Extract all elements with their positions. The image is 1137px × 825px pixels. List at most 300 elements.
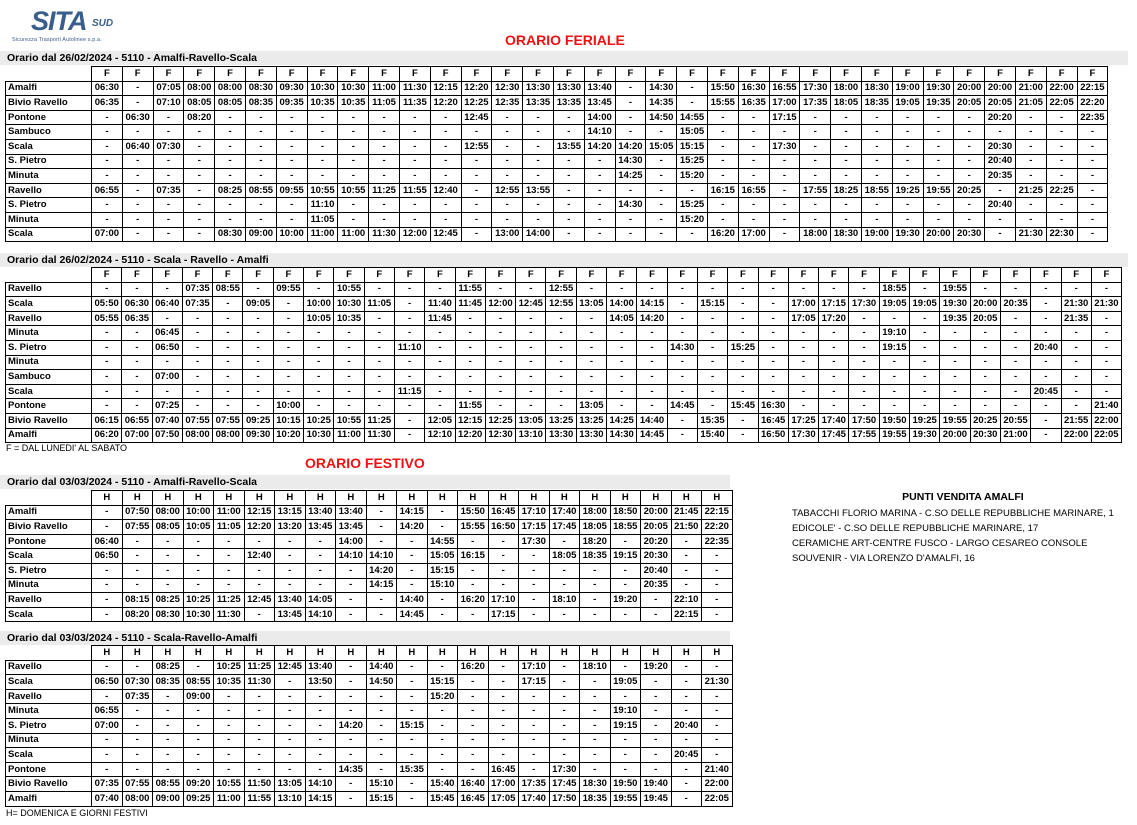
time-cell: 19:20 xyxy=(641,660,672,675)
time-cell: 15:25 xyxy=(677,198,708,213)
time-cell: - xyxy=(1000,370,1030,385)
time-cell: 17:30 xyxy=(519,534,550,549)
time-cell: 16:20 xyxy=(458,593,489,608)
time-cell: 17:00 xyxy=(769,96,800,111)
time-cell: - xyxy=(214,733,245,748)
time-cell: - xyxy=(677,96,708,111)
stop-name: Ravello xyxy=(6,660,92,675)
time-cell: - xyxy=(546,399,576,414)
time-cell: 16:40 xyxy=(458,777,489,792)
time-cell: - xyxy=(122,384,152,399)
time-cell: - xyxy=(214,704,245,719)
time-cell: - xyxy=(1091,340,1121,355)
time-cell: - xyxy=(553,169,584,184)
time-cell: - xyxy=(758,355,788,370)
time-cell: - xyxy=(492,139,523,154)
time-cell: - xyxy=(849,340,879,355)
time-cell: 14:15 xyxy=(366,578,397,593)
time-cell: - xyxy=(637,384,667,399)
time-cell: - xyxy=(427,660,458,675)
time-cell: - xyxy=(1077,125,1108,140)
time-cell: - xyxy=(970,282,1000,297)
time-cell: - xyxy=(580,689,611,704)
time-cell: - xyxy=(122,96,153,111)
time-cell: - xyxy=(800,154,831,169)
time-cell: - xyxy=(430,125,461,140)
day-code-cell: F xyxy=(523,67,554,82)
punti-vendita-item: CERAMICHE ART-CENTRE FUSCO - LARGO CESAREO CONSOLE xyxy=(792,538,1088,549)
time-cell: 10:35 xyxy=(214,675,245,690)
day-code-cell: F xyxy=(607,268,637,283)
time-cell: - xyxy=(213,340,243,355)
time-cell: - xyxy=(702,549,733,564)
time-cell: - xyxy=(1061,340,1091,355)
time-cell: 21:50 xyxy=(671,520,702,535)
day-code-cell: H xyxy=(427,646,458,661)
table-row xyxy=(6,282,1122,297)
table-row xyxy=(6,505,733,520)
time-cell: 19:10 xyxy=(610,704,641,719)
time-cell: - xyxy=(215,154,246,169)
time-cell: - xyxy=(637,370,667,385)
time-cell: 22:05 xyxy=(702,791,733,806)
time-cell: - xyxy=(523,154,554,169)
time-cell: - xyxy=(122,212,153,227)
time-cell: - xyxy=(738,125,769,140)
time-cell: - xyxy=(516,282,546,297)
time-cell: - xyxy=(615,125,646,140)
time-cell: - xyxy=(879,370,909,385)
time-cell: - xyxy=(1091,326,1121,341)
time-cell: - xyxy=(427,607,458,622)
time-cell: - xyxy=(615,96,646,111)
time-cell: 14:45 xyxy=(637,428,667,443)
time-cell: 06:40 xyxy=(92,534,123,549)
time-cell: 20:30 xyxy=(954,227,985,242)
time-cell: 19:45 xyxy=(641,791,672,806)
time-cell: - xyxy=(455,340,485,355)
time-cell: - xyxy=(1091,355,1121,370)
time-cell: - xyxy=(184,227,215,242)
time-cell: - xyxy=(519,689,550,704)
time-cell: 21:45 xyxy=(671,505,702,520)
time-cell: 11:25 xyxy=(369,183,400,198)
time-cell: - xyxy=(366,689,397,704)
time-cell: - xyxy=(641,748,672,763)
timetable-1-title: Orario dal 26/02/2024 - 5110 - Amalfi-Ravello-Scala xyxy=(0,51,1128,65)
time-cell: - xyxy=(214,563,245,578)
table-row xyxy=(6,110,1108,125)
day-code-cell: F xyxy=(831,67,862,82)
time-cell: - xyxy=(923,198,954,213)
day-code-cell: H xyxy=(641,491,672,506)
time-cell: 18:00 xyxy=(580,505,611,520)
time-cell: - xyxy=(553,212,584,227)
time-cell: - xyxy=(728,297,758,312)
time-cell: 19:55 xyxy=(610,791,641,806)
time-cell: 13:35 xyxy=(553,96,584,111)
time-cell: 10:55 xyxy=(334,413,364,428)
time-cell: 14:05 xyxy=(305,593,336,608)
time-cell: - xyxy=(1015,139,1046,154)
time-cell: 19:30 xyxy=(910,428,940,443)
time-cell: - xyxy=(576,355,606,370)
time-cell: - xyxy=(214,718,245,733)
time-cell: 18:30 xyxy=(831,227,862,242)
time-cell: 19:55 xyxy=(940,282,970,297)
time-cell: 16:30 xyxy=(738,81,769,96)
day-code-cell: H xyxy=(610,491,641,506)
time-cell: - xyxy=(707,139,738,154)
time-cell: - xyxy=(92,762,123,777)
time-cell: - xyxy=(637,282,667,297)
time-cell: 12:15 xyxy=(244,505,275,520)
time-cell: 20:25 xyxy=(970,413,1000,428)
time-cell: 07:10 xyxy=(153,96,184,111)
time-cell: 20:05 xyxy=(985,96,1016,111)
time-cell: - xyxy=(458,704,489,719)
time-cell: - xyxy=(214,549,245,564)
time-cell: 19:05 xyxy=(879,297,909,312)
time-cell: - xyxy=(122,718,153,733)
time-cell: - xyxy=(364,311,394,326)
time-cell: 11:35 xyxy=(399,96,430,111)
time-cell: - xyxy=(92,198,123,213)
time-cell: - xyxy=(364,370,394,385)
time-cell: - xyxy=(152,384,182,399)
time-cell: - xyxy=(183,762,214,777)
time-cell: - xyxy=(516,384,546,399)
time-cell: 20:00 xyxy=(923,227,954,242)
time-cell: - xyxy=(646,183,677,198)
time-cell: - xyxy=(923,110,954,125)
time-cell: - xyxy=(580,748,611,763)
time-cell: - xyxy=(610,762,641,777)
table-row xyxy=(6,607,733,622)
table-row xyxy=(6,578,733,593)
time-cell: - xyxy=(273,355,303,370)
time-cell: 18:00 xyxy=(800,227,831,242)
time-cell: 07:30 xyxy=(153,139,184,154)
time-cell: 20:00 xyxy=(641,505,672,520)
day-code-cell: H xyxy=(275,491,306,506)
day-code-cell: F xyxy=(910,268,940,283)
time-cell: - xyxy=(516,340,546,355)
time-cell: - xyxy=(702,748,733,763)
time-cell: - xyxy=(122,370,152,385)
time-cell: - xyxy=(697,282,727,297)
time-cell: - xyxy=(707,212,738,227)
time-cell: - xyxy=(1061,326,1091,341)
time-cell: - xyxy=(122,563,153,578)
time-cell: - xyxy=(122,355,152,370)
time-cell: - xyxy=(861,154,892,169)
table-row xyxy=(6,704,733,719)
time-cell: 13:55 xyxy=(553,139,584,154)
time-cell: - xyxy=(338,125,369,140)
stop-name: S. Pietro xyxy=(6,718,92,733)
time-cell: - xyxy=(702,563,733,578)
day-code-cell: F xyxy=(849,268,879,283)
time-cell: - xyxy=(153,718,184,733)
time-cell: 16:45 xyxy=(488,762,519,777)
time-cell: - xyxy=(954,169,985,184)
time-cell: 14:15 xyxy=(305,791,336,806)
time-cell: - xyxy=(910,340,940,355)
time-cell: - xyxy=(1046,169,1077,184)
time-cell: - xyxy=(892,212,923,227)
stop-name: Amalfi xyxy=(6,81,92,96)
time-cell: - xyxy=(399,154,430,169)
time-cell: 16:20 xyxy=(458,660,489,675)
time-cell: - xyxy=(305,549,336,564)
time-cell: - xyxy=(940,326,970,341)
time-cell: - xyxy=(861,212,892,227)
time-cell: 12:40 xyxy=(430,183,461,198)
time-cell: - xyxy=(455,311,485,326)
sita-logo xyxy=(9,6,119,44)
time-cell: - xyxy=(488,704,519,719)
time-cell: - xyxy=(122,125,153,140)
time-cell: 14:35 xyxy=(336,762,367,777)
table-row xyxy=(6,183,1108,198)
time-cell: - xyxy=(488,549,519,564)
stop-name: Ravello xyxy=(6,311,92,326)
time-cell: - xyxy=(637,340,667,355)
time-cell: - xyxy=(183,660,214,675)
time-cell: - xyxy=(244,563,275,578)
time-cell: - xyxy=(92,212,123,227)
time-cell: - xyxy=(276,125,307,140)
time-cell: 11:00 xyxy=(369,81,400,96)
time-cell: - xyxy=(1046,198,1077,213)
time-cell: 07:40 xyxy=(152,413,182,428)
time-cell: - xyxy=(607,355,637,370)
time-cell: - xyxy=(397,563,428,578)
time-cell: - xyxy=(338,154,369,169)
time-cell: - xyxy=(492,154,523,169)
stop-name: Scala xyxy=(6,607,92,622)
time-cell: 08:30 xyxy=(153,607,184,622)
time-cell: - xyxy=(738,198,769,213)
time-cell: 17:30 xyxy=(788,428,818,443)
time-cell: 20:25 xyxy=(954,183,985,198)
time-cell: - xyxy=(425,282,455,297)
time-cell: - xyxy=(304,355,334,370)
time-cell: - xyxy=(92,169,123,184)
time-cell: 22:15 xyxy=(671,607,702,622)
stop-name: Minuta xyxy=(6,212,92,227)
day-code-cell: F xyxy=(455,268,485,283)
time-cell: 10:00 xyxy=(183,505,214,520)
stop-name: Minuta xyxy=(6,355,92,370)
time-cell: - xyxy=(523,212,554,227)
time-cell: 14:20 xyxy=(336,718,367,733)
time-cell: - xyxy=(153,748,184,763)
time-cell: 21:00 xyxy=(1015,81,1046,96)
time-cell: 11:30 xyxy=(399,81,430,96)
time-cell: - xyxy=(122,534,153,549)
time-cell: 11:00 xyxy=(338,227,369,242)
punti-vendita-item: EDICOLE' - C.SO DELLE REPUBBLICHE MARINARE, 17 xyxy=(792,523,1039,534)
time-cell: - xyxy=(923,154,954,169)
time-cell: 14:25 xyxy=(607,413,637,428)
time-cell: 11:30 xyxy=(369,227,400,242)
time-cell: - xyxy=(276,154,307,169)
time-cell: - xyxy=(769,212,800,227)
time-cell: - xyxy=(304,340,334,355)
time-cell: 12:45 xyxy=(430,227,461,242)
time-cell: 13:55 xyxy=(523,183,554,198)
time-cell: - xyxy=(153,110,184,125)
time-cell: - xyxy=(667,326,697,341)
time-cell: - xyxy=(728,282,758,297)
time-cell: 15:05 xyxy=(427,549,458,564)
time-cell: - xyxy=(305,748,336,763)
time-cell: - xyxy=(243,326,273,341)
time-cell: 17:40 xyxy=(549,505,580,520)
time-cell: 12:10 xyxy=(425,428,455,443)
time-cell: 07:00 xyxy=(92,718,123,733)
time-cell: - xyxy=(244,704,275,719)
time-cell: 14:20 xyxy=(584,139,615,154)
time-cell: - xyxy=(758,326,788,341)
time-cell: 09:35 xyxy=(276,96,307,111)
time-cell: - xyxy=(427,762,458,777)
time-cell: 21:55 xyxy=(1061,413,1091,428)
time-cell: - xyxy=(366,748,397,763)
time-cell: - xyxy=(399,110,430,125)
time-cell: 12:25 xyxy=(461,96,492,111)
time-cell: 18:35 xyxy=(580,791,611,806)
time-cell: - xyxy=(910,384,940,399)
time-cell: - xyxy=(1015,212,1046,227)
stop-name: Scala xyxy=(6,139,92,154)
time-cell: 17:50 xyxy=(549,791,580,806)
time-cell: - xyxy=(153,704,184,719)
time-cell: - xyxy=(366,607,397,622)
time-cell: - xyxy=(697,326,727,341)
time-cell: - xyxy=(273,370,303,385)
time-cell: - xyxy=(399,198,430,213)
stop-name: Bivio Ravello xyxy=(6,413,92,428)
table-row xyxy=(6,198,1108,213)
time-cell: 12:45 xyxy=(275,660,306,675)
time-cell: - xyxy=(153,212,184,227)
time-cell: - xyxy=(122,81,153,96)
time-cell: - xyxy=(985,227,1016,242)
table-row xyxy=(6,125,1108,140)
time-cell: - xyxy=(576,340,606,355)
day-code-cell: H xyxy=(397,491,428,506)
time-cell: - xyxy=(677,227,708,242)
time-cell: - xyxy=(549,563,580,578)
time-cell: 11:05 xyxy=(214,520,245,535)
day-code-cell: H xyxy=(244,491,275,506)
time-cell: 10:05 xyxy=(183,520,214,535)
time-cell: - xyxy=(985,183,1016,198)
time-cell: - xyxy=(485,384,515,399)
time-cell: 08:30 xyxy=(245,81,276,96)
time-cell: 16:35 xyxy=(738,96,769,111)
time-cell: 11:00 xyxy=(214,791,245,806)
time-cell: - xyxy=(769,198,800,213)
time-cell: - xyxy=(461,227,492,242)
day-code-cell: H xyxy=(519,646,550,661)
time-cell: - xyxy=(738,212,769,227)
time-cell: - xyxy=(304,384,334,399)
time-cell: - xyxy=(397,791,428,806)
time-cell: - xyxy=(702,578,733,593)
time-cell: 17:30 xyxy=(769,139,800,154)
table-row xyxy=(6,297,1122,312)
time-cell: - xyxy=(275,578,306,593)
time-cell: 17:00 xyxy=(488,777,519,792)
time-cell: - xyxy=(492,198,523,213)
time-cell: 11:40 xyxy=(425,297,455,312)
time-cell: - xyxy=(184,183,215,198)
time-cell: - xyxy=(1061,399,1091,414)
time-cell: - xyxy=(394,355,424,370)
table-row xyxy=(6,534,733,549)
time-cell: 06:45 xyxy=(152,326,182,341)
time-cell: 22:00 xyxy=(1091,413,1121,428)
stop-name: Scala xyxy=(6,384,92,399)
time-cell: - xyxy=(954,198,985,213)
time-cell: 15:10 xyxy=(366,777,397,792)
time-cell: - xyxy=(1000,326,1030,341)
day-code-cell: H xyxy=(183,646,214,661)
time-cell: - xyxy=(427,505,458,520)
time-cell: - xyxy=(394,428,424,443)
time-cell: - xyxy=(580,762,611,777)
day-code-cell: F xyxy=(184,67,215,82)
time-cell: - xyxy=(800,198,831,213)
time-cell: - xyxy=(336,733,367,748)
time-cell: - xyxy=(940,370,970,385)
stop-name: Pontone xyxy=(6,762,92,777)
time-cell: 08:00 xyxy=(215,81,246,96)
time-cell: 22:15 xyxy=(702,505,733,520)
time-cell: - xyxy=(427,718,458,733)
time-cell: 20:55 xyxy=(1000,413,1030,428)
time-cell: - xyxy=(1000,355,1030,370)
time-cell: 07:35 xyxy=(182,297,212,312)
time-cell: - xyxy=(646,212,677,227)
time-cell: 15:15 xyxy=(427,675,458,690)
time-cell: 15:05 xyxy=(646,139,677,154)
time-cell: 14:20 xyxy=(615,139,646,154)
time-cell: - xyxy=(458,733,489,748)
time-cell: - xyxy=(697,355,727,370)
time-cell: - xyxy=(516,311,546,326)
day-code-cell: F xyxy=(758,268,788,283)
time-cell: - xyxy=(677,81,708,96)
time-cell: 16:15 xyxy=(707,183,738,198)
time-cell: 14:00 xyxy=(523,227,554,242)
table-row xyxy=(6,762,733,777)
time-cell: 16:55 xyxy=(738,183,769,198)
time-cell: - xyxy=(213,297,243,312)
logo-tagline: Sicurezza Trasporti Autolinee s.p.a. xyxy=(12,37,102,43)
time-cell: - xyxy=(245,110,276,125)
time-cell: 20:30 xyxy=(641,549,672,564)
time-cell: 07:00 xyxy=(122,428,152,443)
stop-name: Scala xyxy=(6,748,92,763)
timetable-3 xyxy=(5,490,733,622)
day-code-cell: F xyxy=(215,67,246,82)
time-cell: - xyxy=(607,399,637,414)
